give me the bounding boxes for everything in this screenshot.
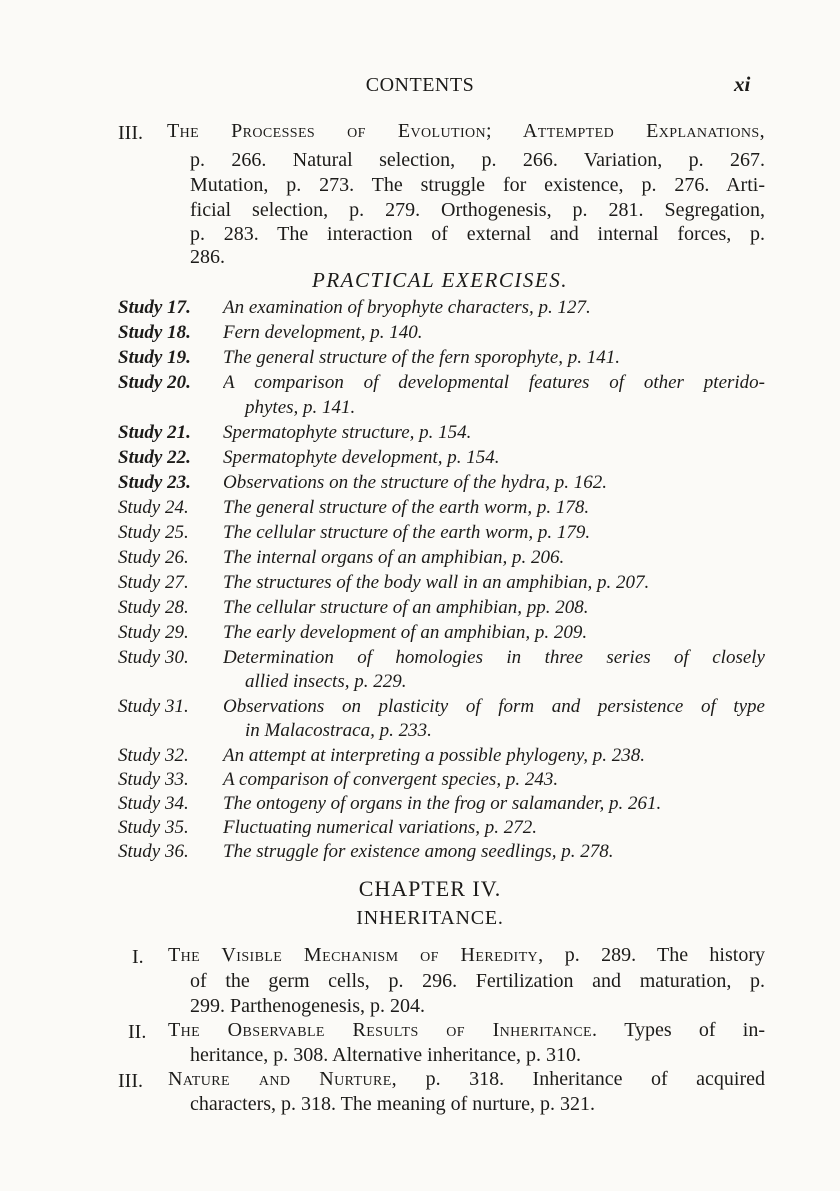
study-label: Study 18. (118, 322, 191, 343)
study-label: Study 22. (118, 447, 191, 468)
study-text: Spermatophyte structure, p. 154. (223, 422, 472, 443)
study-text: The ontogeny of organs in the frog or salamander, p. 261. (223, 793, 662, 814)
chapter-section-first-line (168, 1019, 765, 1047)
chapter-section-line: 299. Parthenogenesis, p. 204. (190, 995, 425, 1017)
study-label: Study 21. (118, 422, 191, 443)
study-text: An examination of bryophyte characters, p. 127. (223, 297, 591, 318)
section-iii-line: 286. (190, 246, 225, 268)
study-text: An attempt at interpreting a possible phylogeny, p. 238. (223, 745, 645, 766)
study-text: in Malacostraca, p. 233. (245, 720, 432, 741)
study-text: Spermatophyte development, p. 154. (223, 447, 500, 468)
study-label: Study 33. (118, 769, 189, 790)
page-header-title: CONTENTS (365, 74, 475, 96)
chapter-section-text: Types of in- (597, 1019, 765, 1041)
chapter-section-line: heritance, p. 308. Alternative inheritance, p. 310. (190, 1044, 581, 1066)
study-text: phytes, p. 141. (245, 397, 356, 418)
section-iii-line: ficial selection, p. 279. Orthogenesis, p. 281. Segregation, (190, 199, 765, 221)
study-text: The general structure of the fern sporophyte, p. 141. (223, 347, 621, 368)
section-iii-line: Mutation, p. 273. The struggle for existence, p. 276. Arti- (190, 174, 765, 196)
study-label: Study 17. (118, 297, 191, 318)
section-iii-heading: The Processes of Evolution; Attempted Explanations, (167, 120, 765, 142)
study-text: Determination of homologies in three series of closely (223, 647, 765, 668)
study-label: Study 29. (118, 622, 189, 643)
chapter-section-line: of the germ cells, p. 296. Fertilization and maturation, p. (190, 970, 765, 992)
study-text: The general structure of the earth worm, p. 178. (223, 497, 590, 518)
page-number: xi (734, 72, 751, 96)
study-label: Study 27. (118, 572, 189, 593)
study-label: Study 34. (118, 793, 189, 814)
study-label: Study 36. (118, 841, 189, 862)
chapter-section-line: characters, p. 318. The meaning of nurture, p. 321. (190, 1093, 596, 1115)
study-label: Study 25. (118, 522, 189, 543)
chapter-section-text: p. 289. The history (543, 944, 765, 966)
section-iii-numeral: III. (118, 122, 143, 144)
study-text: A comparison of convergent species, p. 243. (223, 769, 559, 790)
section-iii-line: p. 266. Natural selection, p. 266. Variation, p. 267. (190, 149, 765, 171)
study-label: Study 35. (118, 817, 189, 838)
chapter-section-numeral: I. (132, 946, 144, 968)
chapter-section-heading: The Observable Results of Inheritance. (168, 1019, 598, 1041)
chapter-section-first-line (168, 944, 765, 972)
chapter-subtitle: INHERITANCE. (356, 907, 504, 929)
study-label: Study 19. (118, 347, 191, 368)
practical-exercises-heading: PRACTICAL EXERCISES. (312, 268, 568, 292)
study-label: Study 31. (118, 696, 189, 717)
chapter-section-numeral: III. (118, 1070, 143, 1092)
study-text: Fern development, p. 140. (223, 322, 423, 343)
study-text: A comparison of developmental features of other pterido- (223, 372, 765, 393)
chapter-title: CHAPTER IV. (358, 876, 502, 901)
study-text: Observations on plasticity of form and persistence of type (223, 696, 765, 717)
study-label: Study 28. (118, 597, 189, 618)
study-text: The internal organs of an amphibian, p. 206. (223, 547, 565, 568)
study-label: Study 32. (118, 745, 189, 766)
study-label: Study 26. (118, 547, 189, 568)
chapter-section-text: p. 318. Inheritance of acquired (397, 1068, 765, 1090)
study-text: The cellular structure of an amphibian, pp. 208. (223, 597, 589, 618)
study-text: Fluctuating numerical variations, p. 272. (223, 817, 538, 838)
study-text: The cellular structure of the earth worm, p. 179. (223, 522, 591, 543)
section-iii-line: p. 283. The interaction of external and internal forces, p. (190, 223, 765, 245)
study-text: Observations on the structure of the hydra, p. 162. (223, 472, 608, 493)
study-text: allied insects, p. 229. (245, 671, 407, 692)
study-text: The early development of an amphibian, p. 209. (223, 622, 588, 643)
chapter-section-heading: The Visible Mechanism of Heredity, (168, 944, 544, 966)
chapter-section-numeral: II. (128, 1021, 147, 1043)
study-label: Study 23. (118, 472, 191, 493)
study-label: Study 24. (118, 497, 189, 518)
study-text: The struggle for existence among seedlings, p. 278. (223, 841, 614, 862)
chapter-section-first-line (168, 1068, 765, 1096)
chapter-section-heading: Nature and Nurture, (168, 1068, 398, 1090)
study-text: The structures of the body wall in an amphibian, p. 207. (223, 572, 650, 593)
study-label: Study 20. (118, 372, 191, 393)
study-label: Study 30. (118, 647, 189, 668)
